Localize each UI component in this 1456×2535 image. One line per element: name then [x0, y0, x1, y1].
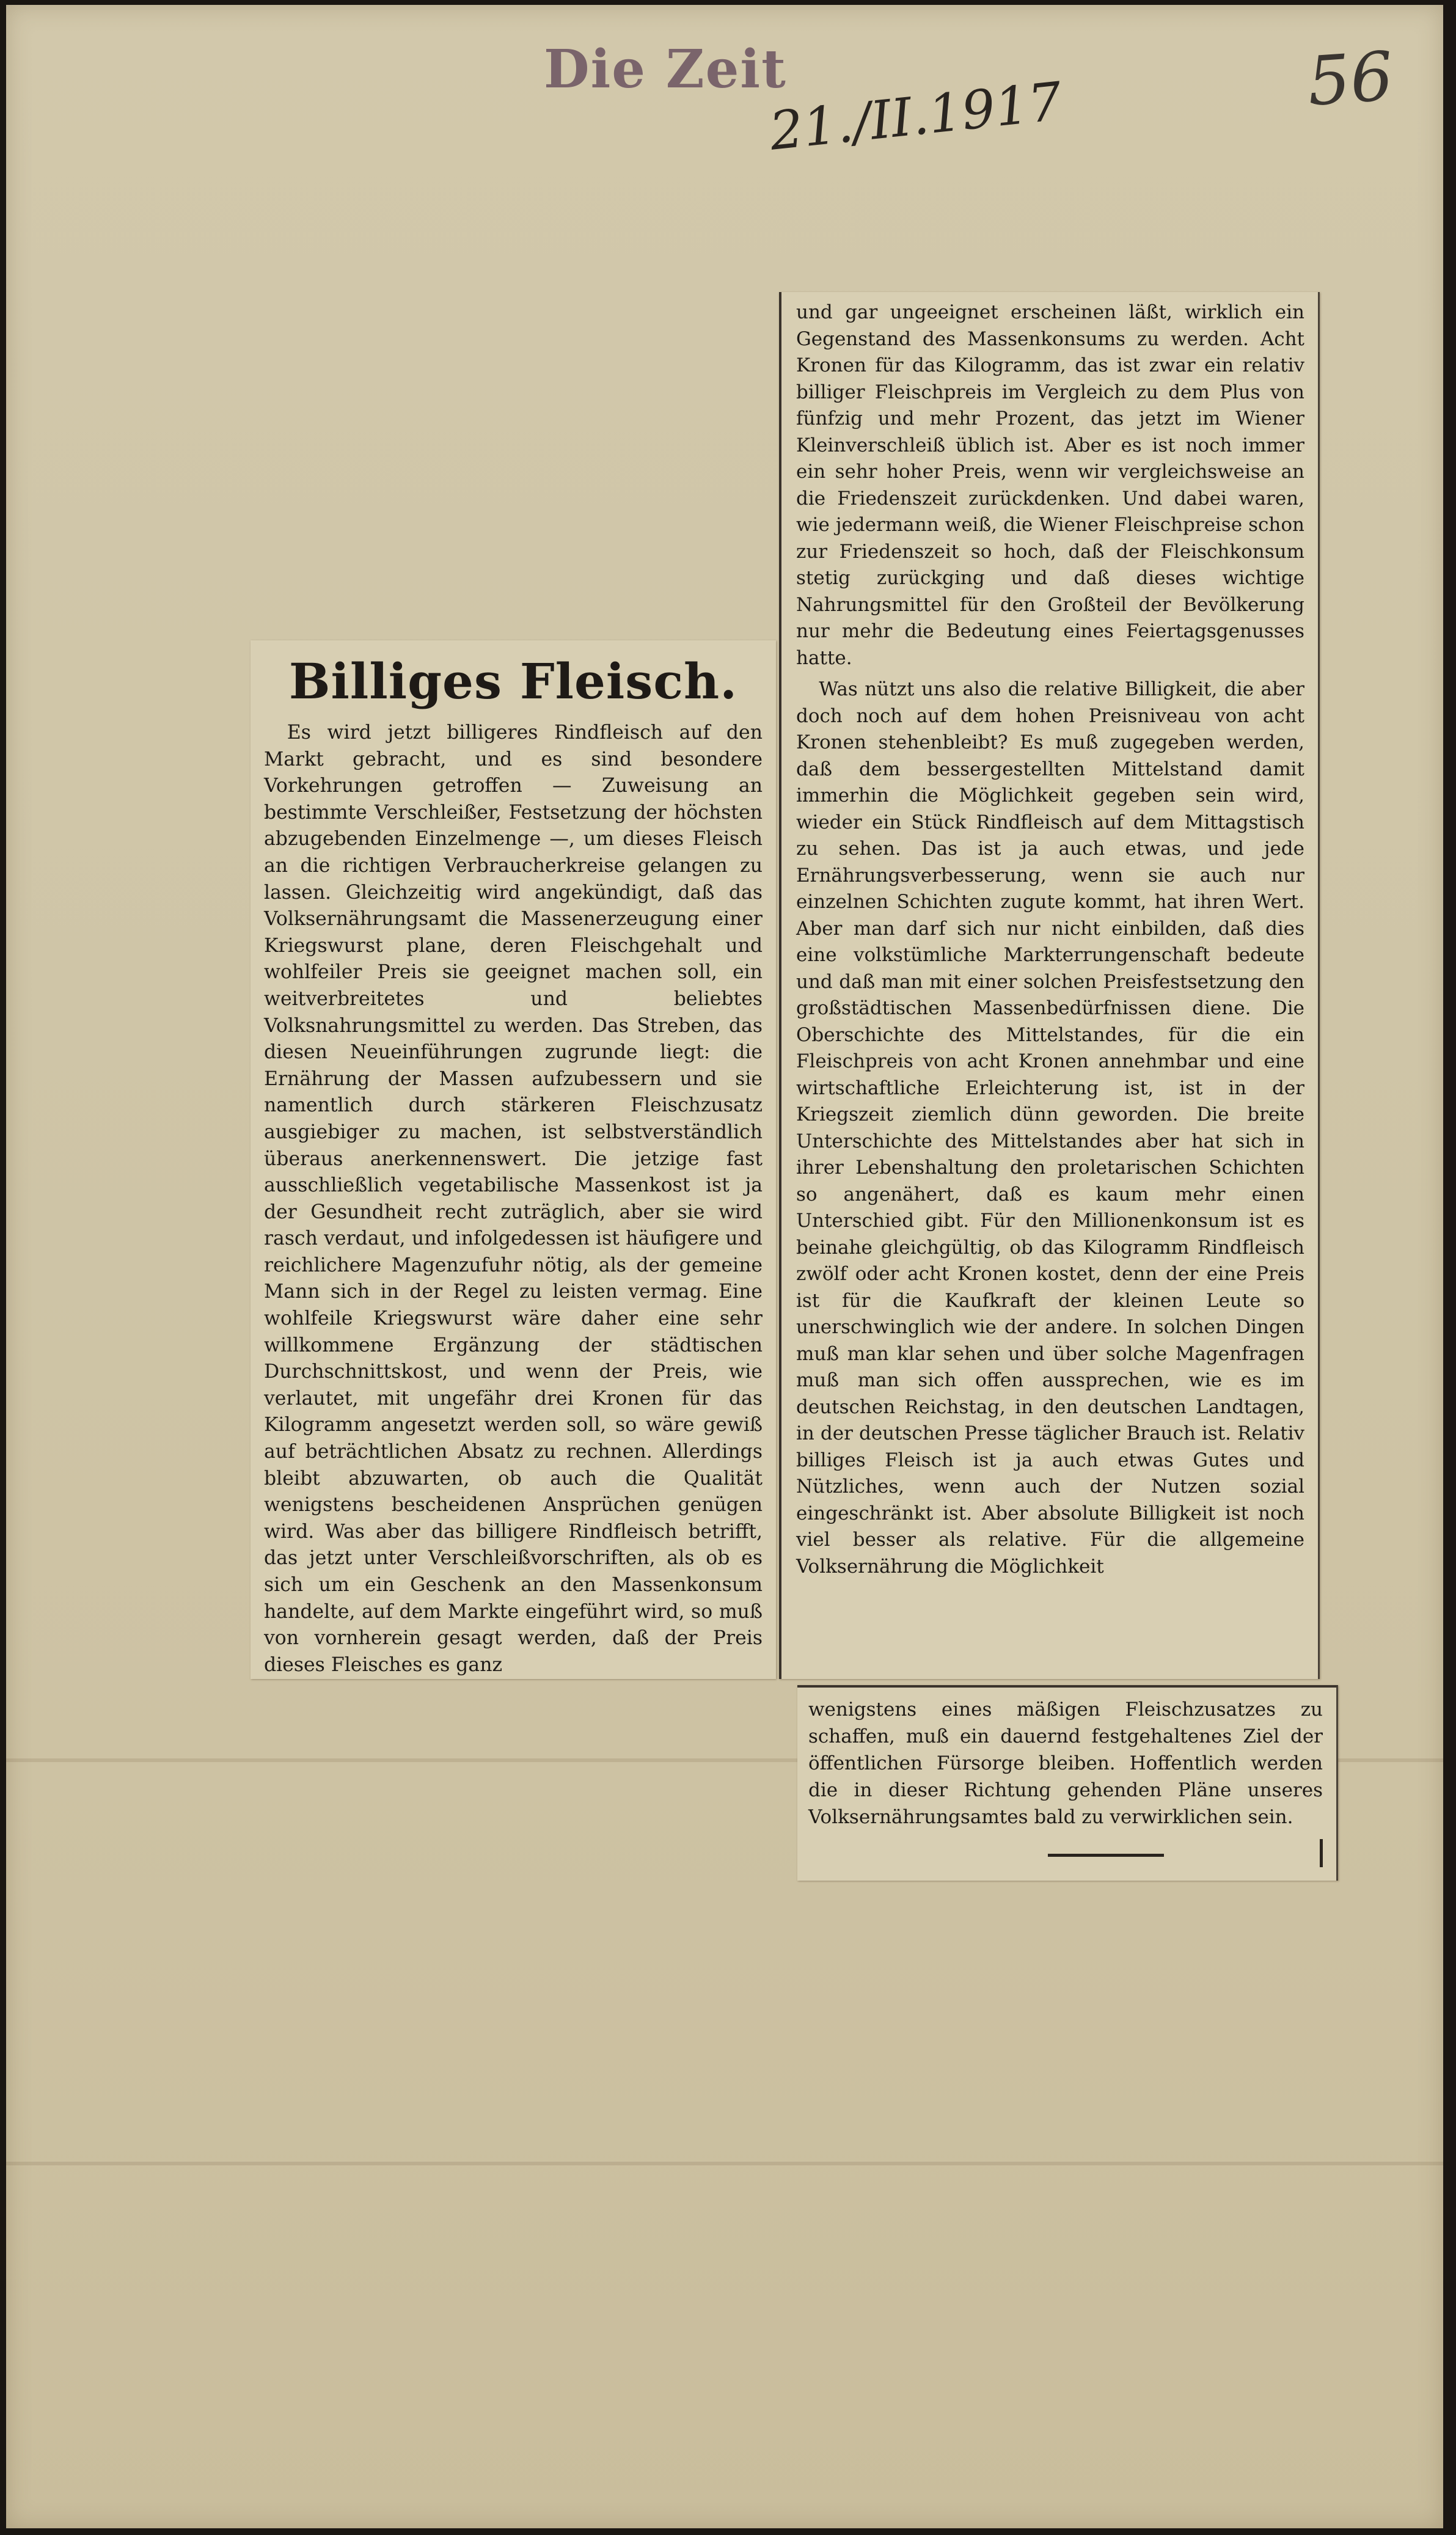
- article-paragraph: und gar ungeeignet erscheinen läßt, wirklich ein Gegenstand des Massenkonsums zu werden. Acht Kronen für das Kilogramm, das ist zwar ein relativ billiger Fleischpreis im Vergleich zu dem Plus von fünfzig und mehr Prozent, das jetzt im Wiener Kleinverschleiß üblich ist. Aber es ist noch immer ein sehr hoher Preis, wenn wir vergleichsweise an die Friedenszeit zurückdenken. Und dabei waren, wie jedermann weiß, die Wiener Fleischpreise schon zur Friedenszeit so hoch, daß der Fleischkonsum stetig zurückging und daß dieses wichtige Nahrungsmittel für den Großteil der Bevölkerung nur mehr die Bedeutung eines Feiertagsgenusses hatte.: [796, 301, 1304, 669]
- handwritten-page-number: 56: [1304, 37, 1396, 121]
- clipping-left-column: [251, 640, 776, 1679]
- clipping-right-column: [779, 292, 1320, 1679]
- handwritten-date: 21./II.1917: [766, 71, 1065, 163]
- archive-sheet: [6, 5, 1443, 2528]
- fold-line: [6, 2162, 1443, 2165]
- article-headline: Billiges Fleisch.: [288, 653, 738, 710]
- article-paragraph: wenigstens eines mäßigen Fleischzusatzes zu schaffen, muß ein dauernd festgehaltenes Ziel der öffentlichen Fürsorge bleiben. Hoffentlich werden die in dieser Richtung gehenden Pläne unseres Volksernährungsamtes bald zu verwirklichen sein.: [808, 1699, 1323, 1828]
- article-paragraph: Es wird jetzt billigeres Rindfleisch auf den Markt gebracht, und es sind besondere Vorkehrungen getroffen — Zuweisung an bestimmte Verschleißer, Festsetzung der höchsten abzugebenden Einzelmenge —, um dieses Fleisch an die richtigen Verbraucherkreise gelangen zu lassen. Gleichzeitig wird angekündigt, daß das Volksernährungsamt die Massenerzeugung einer Kriegswurst plane, deren Fleischgehalt und wohlfeiler Preis sie geeignet machen soll, ein weitverbreitetes und beliebtes Volksnahrungsmittel zu werden. Das Streben, das diesen Neueinführungen zugrunde liegt: die Ernährung der Massen aufzubessern und sie namentlich durch stärkeren Fleischzusatz ausgiebiger zu machen, ist selbstverständlich überaus anerkennenswert. Die jetzige fast ausschließlich vegetabilische Massenkost ist ja der Gesundheit recht zuträglich, aber sie wird rasch verdaut, und infolgedessen ist häufigere und reichlichere Magenzufuhr nötig, als der gemeine Mann sich in der Regel zu leisten vermag. Eine wohlfeile Kriegswurst wäre daher eine sehr willkommene Ergänzung der städtischen Durchschnittskost, und wenn der Preis, wie verlautet, mit ungefähr drei Kronen für das Kilogramm angesetzt werden soll, so wäre gewiß auf beträchtlichen Absatz zu rechnen. Allerdings bleibt abzuwarten, ob auch die Qualität wenigstens bescheidenen Ansprüchen genügen wird. Was aber das billigere Rindfleisch betrifft, das jetzt unter Verschleißvorschriften, als ob es sich um ein Geschenk an den Massenkonsum handelte, auf dem Markte eingeführt wird, so muß von vornherein gesagt werden, daß der Preis dieses Fleisches es ganz: [264, 722, 763, 1676]
- newspaper-stamp: Die Zeit: [544, 38, 787, 100]
- end-rule: [1048, 1854, 1164, 1857]
- article-paragraph: Was nützt uns also die relative Billigkeit, die aber doch noch auf dem hohen Preisniveau von acht Kronen stehenbleibt? Es muß zugegeben werden, daß dem bessergestellten Mittelstand damit immerhin die Möglichkeit gegeben sein wird, wieder ein Stück Rindfleisch auf dem Mittagstisch zu sehen. Das ist ja auch etwas, und jede Ernährungsverbesserung, wenn sie auch nur einzelnen Schichten zugute kommt, hat ihren Wert. Aber man darf sich nur nicht einbilden, daß dies eine volkstümliche Markterrungenschaft bedeute und daß man mit einer solchen Preisfestsetzung den großstädtischen Massenbedürfnissen diene. Die Oberschichte des Mittelstandes, für die ein Fleischpreis von acht Kronen annehmbar und eine wirtschaftliche Erleichterung ist, ist in der Kriegszeit ziemlich dünn geworden. Die breite Unterschichte des Mittelstandes aber hat sich in ihrer Lebenshaltung den proletarischen Schichten so angenähert, daß es kaum mehr einen Unterschied gibt. Für den Millionenkonsum ist es beinahe gleichgültig, ob das Kilogramm Rindfleisch zwölf oder acht Kronen kostet, denn der eine Preis ist für die Kaufkraft der kleinen Leute so unerschwinglich wie der andere. In solchen Dingen muß man klar sehen und über solche Magenfragen muß man sich offen aussprechen, wie es im deutschen Reichstag, in den deutschen Landtagen, in der deutschen Presse täglicher Brauch ist. Relativ billiges Fleisch ist ja auch etwas Gutes und Nützliches, wenn auch der Nutzen sozial eingeschränkt ist. Aber absolute Billigkeit ist noch viel besser als relative. Für die allgemeine Volksernährung die Möglichkeit: [796, 678, 1304, 1578]
- end-mark: [1320, 1839, 1323, 1867]
- clipping-continuation: [797, 1685, 1338, 1881]
